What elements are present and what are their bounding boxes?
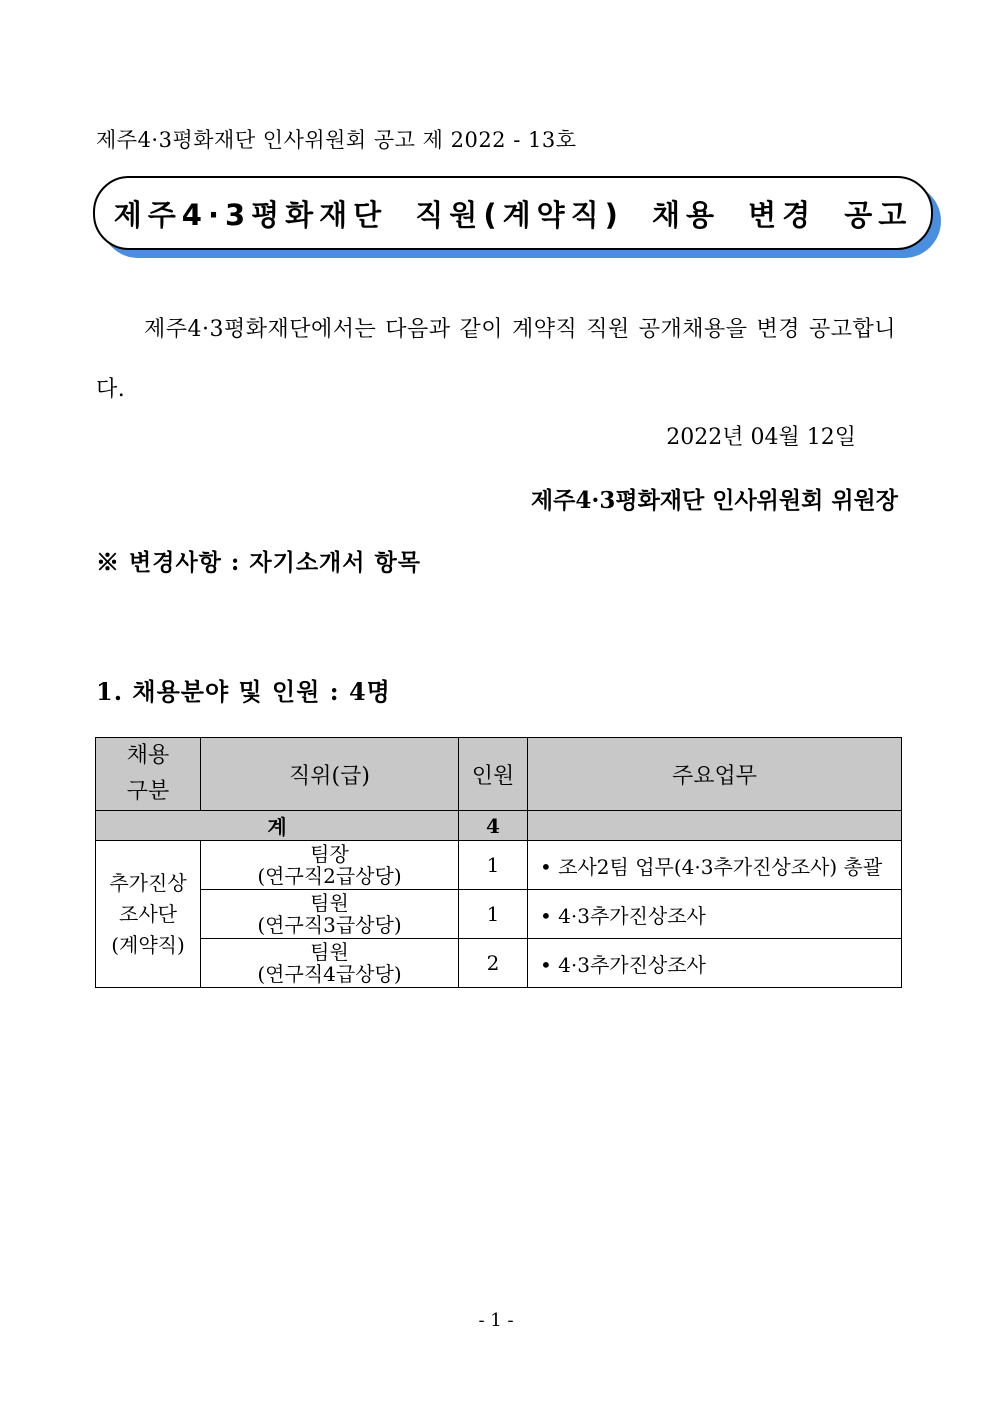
- total-count: 4: [459, 811, 528, 841]
- page-number: - 1 -: [478, 1310, 514, 1331]
- category-line3: (계약직): [111, 932, 185, 957]
- title-box: [93, 176, 933, 250]
- total-label: 계: [96, 811, 459, 841]
- header-category: [96, 738, 201, 811]
- position-cell: [201, 841, 459, 890]
- table-header-row: [96, 738, 902, 811]
- document-title: 제주4·3평화재단 직원(계약직) 채용 변경 공고: [113, 197, 913, 232]
- table-total-row: [96, 811, 902, 841]
- category-line1: 추가진상: [109, 870, 187, 895]
- signer: 제주4·3평화재단 인사위원회 위원장: [530, 487, 898, 514]
- intro-paragraph: 제주4·3평화재단에서는 다음과 같이 계약직 직원 공개채용을 변경 공고합니다.: [96, 317, 896, 402]
- position-cell: [201, 939, 459, 988]
- duty-cell: • 4·3추가진상조사: [528, 890, 902, 939]
- position-grade: (연구직3급상당): [257, 913, 402, 937]
- header-category-line1: 채용: [126, 743, 170, 768]
- total-duty-empty: [528, 811, 902, 841]
- header-category-line2: 구분: [126, 779, 170, 804]
- notice-date: 2022년 04월 12일: [666, 425, 856, 450]
- notice-number: 제주4·3평화재단 인사위원회 공고 제 2022 - 13호: [96, 128, 577, 152]
- header-count: 인원: [459, 738, 528, 811]
- title-banner: [93, 176, 943, 260]
- section-heading-recruitment: 1. 채용분야 및 인원 : 4명: [96, 677, 391, 706]
- position-grade: (연구직2급상당): [257, 864, 402, 888]
- position-grade: (연구직4급상당): [257, 962, 402, 986]
- count-cell: 1: [459, 841, 528, 890]
- category-line2: 조사단: [119, 901, 177, 926]
- header-position: 직위(급): [201, 738, 459, 811]
- table-row: [96, 841, 902, 890]
- table-row: [96, 939, 902, 988]
- change-note: ※ 변경사항 : 자기소개서 항목: [96, 549, 421, 576]
- position-title: 팀원: [310, 891, 349, 915]
- count-cell: 1: [459, 890, 528, 939]
- count-cell: 2: [459, 939, 528, 988]
- recruitment-table: [95, 737, 902, 988]
- duty-cell: • 4·3추가진상조사: [528, 939, 902, 988]
- category-cell: [96, 841, 201, 988]
- table-row: [96, 890, 902, 939]
- duty-cell: • 조사2팀 업무(4·3추가진상조사) 총괄: [528, 841, 902, 890]
- position-cell: [201, 890, 459, 939]
- position-title: 팀장: [310, 842, 349, 866]
- position-title: 팀원: [310, 940, 349, 964]
- header-duties: 주요업무: [528, 738, 902, 811]
